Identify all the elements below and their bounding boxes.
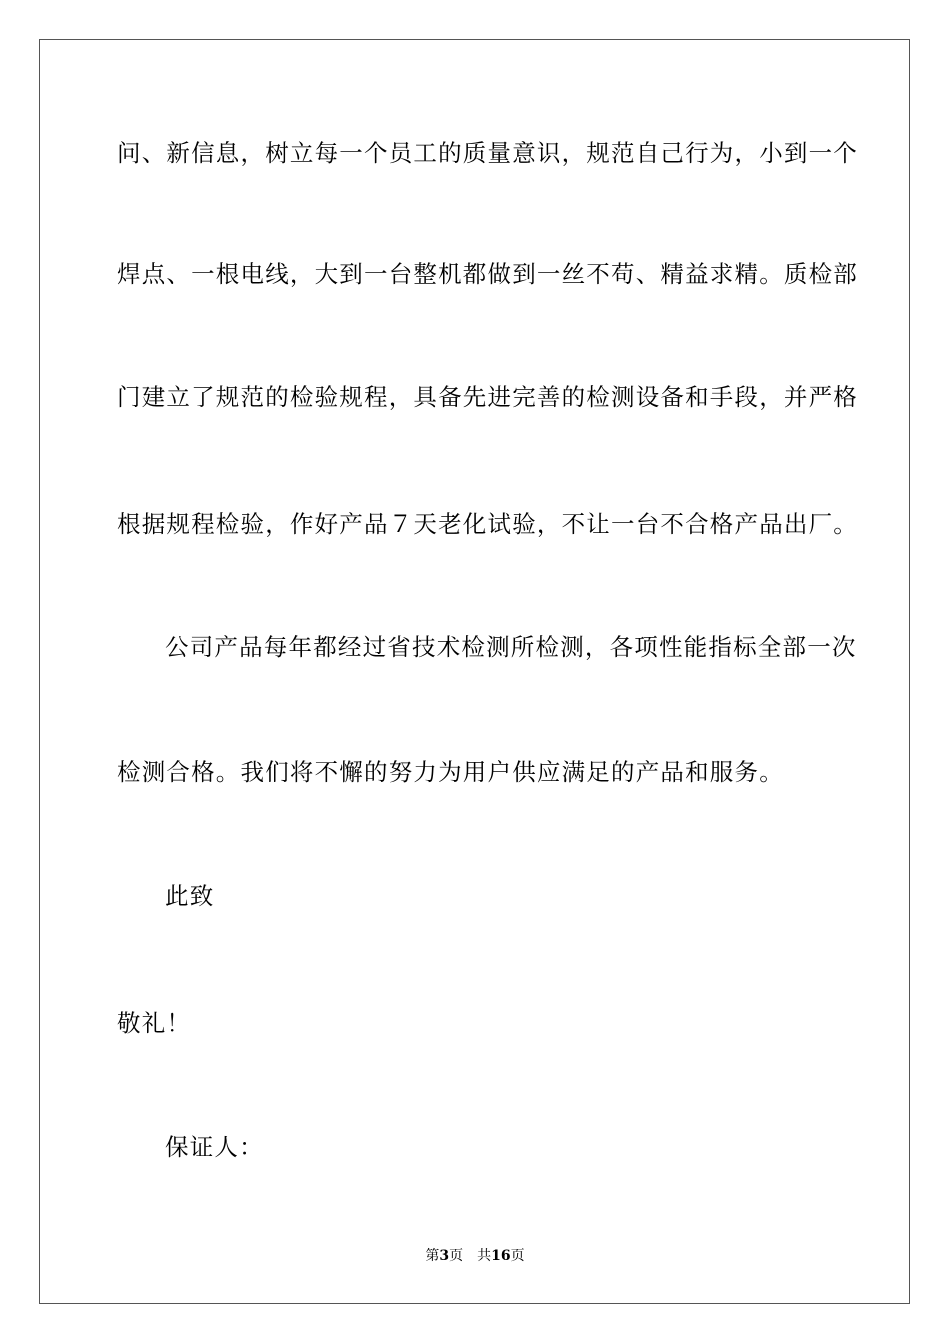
body-line-4: 根据规程检验，作好产品７天老化试验，不让一台不合格产品出厂。 (117, 510, 858, 538)
body-line-1: 问、新信息，树立每一个员工的质量意识，规范自己行为，小到一个 (117, 139, 858, 167)
body-line-3: 门建立了规范的检验规程，具备先进完善的检测设备和手段，并严格 (117, 383, 858, 411)
regards-line: 敬礼！ (117, 1009, 192, 1037)
total-suffix: 页 (510, 1248, 525, 1264)
guarantor-line: 保证人： (165, 1133, 264, 1161)
page-number: 3 (439, 1248, 450, 1264)
body-line-5: 公司产品每年都经过省技术检测所检测，各项性能指标全部一次 (165, 633, 857, 661)
total-pages: 16 (491, 1248, 511, 1264)
page-prefix: 第 (425, 1248, 440, 1264)
salutation-line: 此致 (165, 882, 215, 910)
page-border (39, 39, 910, 1304)
body-line-6: 检测合格。我们将不懈的努力为用户供应满足的产品和服务。 (117, 758, 784, 786)
page-footer (0, 1247, 950, 1265)
total-prefix: 共 (477, 1248, 492, 1264)
page-suffix: 页 (449, 1248, 464, 1264)
body-line-2: 焊点、一根电线，大到一台整机都做到一丝不苟、精益求精。质检部 (117, 260, 858, 288)
